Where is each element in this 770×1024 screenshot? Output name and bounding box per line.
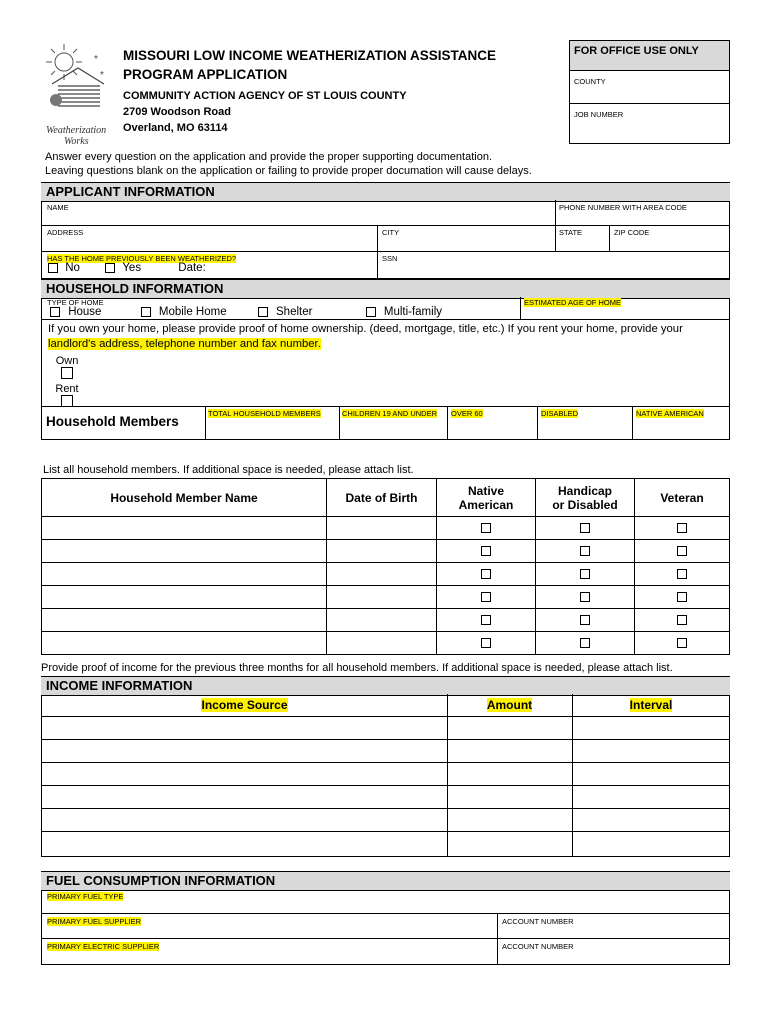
fuel-account-field[interactable]: ACCOUNT NUMBER: [502, 917, 574, 926]
total-members-field[interactable]: TOTAL HOUSEHOLD MEMBERS: [208, 409, 321, 418]
house-checkbox[interactable]: [50, 307, 60, 317]
table-row: [42, 632, 730, 655]
job-number-field[interactable]: JOB NUMBER: [574, 110, 624, 119]
handicap-checkbox[interactable]: [580, 592, 590, 602]
veteran-checkbox[interactable]: [677, 638, 687, 648]
yes-label: Yes: [122, 262, 142, 274]
rent-option: [53, 383, 81, 407]
title-line-2: PROGRAM APPLICATION: [123, 67, 288, 82]
estimated-age-field[interactable]: ESTIMATED AGE OF HOME: [524, 298, 621, 307]
shelter-label: Shelter: [276, 306, 313, 318]
no-label: No: [65, 262, 80, 274]
instructions: [45, 150, 532, 178]
agency-city: Overland, MO 63114: [123, 122, 228, 134]
multi-family-checkbox[interactable]: [366, 307, 376, 317]
disabled-field[interactable]: DISABLED: [541, 409, 579, 418]
native-american-field[interactable]: NATIVE AMERICAN: [636, 409, 704, 418]
rent-label: Rent: [55, 383, 79, 395]
ownership-line-1: If you own your home, please provide proof of home ownership. (deed, mortgage, title, etc.) If you rent your home, provide your: [48, 323, 683, 335]
veteran-checkbox[interactable]: [677, 592, 687, 602]
veteran-checkbox[interactable]: [677, 546, 687, 556]
instruction-line-2: Leaving questions blank on the application or failing to provide proper documation will cause delays.: [45, 165, 532, 177]
home-type-options: [50, 306, 442, 318]
weatherized-question: HAS THE HOME PREVIOUSLY BEEN WEATHERIZED?: [47, 254, 237, 263]
agency-street: 2709 Woodson Road: [123, 106, 231, 118]
members-table: [41, 478, 730, 655]
own-label: Own: [55, 355, 79, 367]
handicap-checkbox[interactable]: [580, 523, 590, 533]
household-header: HOUSEHOLD INFORMATION: [41, 279, 730, 299]
over-60-field[interactable]: OVER 60: [451, 409, 483, 418]
col-handicap: Handicap or Disabled: [536, 479, 635, 517]
fuel-header: FUEL CONSUMPTION INFORMATION: [41, 871, 730, 891]
applicant-header: APPLICANT INFORMATION: [41, 182, 730, 202]
ownership-instructions: [48, 322, 728, 352]
handicap-checkbox[interactable]: [580, 546, 590, 556]
no-checkbox[interactable]: [48, 263, 58, 273]
office-use-box: [569, 40, 730, 144]
native-checkbox[interactable]: [481, 638, 491, 648]
household-section: [41, 279, 730, 440]
amount-col: Amount: [486, 698, 533, 712]
agency-block: [123, 88, 407, 136]
native-checkbox[interactable]: [481, 546, 491, 556]
table-row: [42, 609, 730, 632]
city-field[interactable]: CITY: [382, 228, 400, 237]
yes-checkbox[interactable]: [105, 263, 115, 273]
veteran-checkbox[interactable]: [677, 615, 687, 625]
mobile-home-checkbox[interactable]: [141, 307, 151, 317]
name-field[interactable]: NAME: [47, 203, 69, 212]
form-title: [123, 46, 496, 84]
address-field[interactable]: ADDRESS: [47, 228, 84, 237]
title-line-1: MISSOURI LOW INCOME WEATHERIZATION ASSISTANCE: [123, 48, 496, 63]
veteran-checkbox[interactable]: [677, 569, 687, 579]
household-members-label: Household Members: [46, 414, 179, 429]
svg-text:*: *: [100, 70, 104, 81]
handicap-checkbox[interactable]: [580, 638, 590, 648]
handicap-checkbox[interactable]: [580, 569, 590, 579]
svg-text:*: *: [94, 54, 98, 65]
table-row: [42, 563, 730, 586]
native-checkbox[interactable]: [481, 592, 491, 602]
home-type-label: TYPE OF HOME: [47, 298, 104, 307]
fuel-type-field[interactable]: PRIMARY FUEL TYPE: [47, 892, 124, 901]
logo-text-2: Works: [64, 136, 89, 147]
col-veteran: Veteran: [635, 479, 730, 517]
ssn-field[interactable]: SSN: [382, 254, 398, 263]
col-date-of-birth: Date of Birth: [327, 479, 437, 517]
members-note: List all household members. If additional space is needed, please attach list.: [43, 464, 414, 476]
instruction-line-1: Answer every question on the application and provide the proper supporting documentation.: [45, 151, 493, 163]
office-title: FOR OFFICE USE ONLY: [570, 41, 729, 71]
members-table-header: [42, 479, 730, 517]
agency-name: COMMUNITY ACTION AGENCY OF ST LOUIS COUNTY: [123, 90, 407, 102]
native-checkbox[interactable]: [481, 523, 491, 533]
income-note: Provide proof of income for the previous three months for all household members. If additional space is needed, please attach list.: [41, 662, 673, 674]
table-row: [42, 586, 730, 609]
date-label: Date:: [178, 262, 206, 274]
col-member-name: Household Member Name: [42, 479, 327, 517]
income-section: [41, 676, 730, 857]
applicant-section: [41, 182, 730, 279]
children-field[interactable]: CHILDREN 19 AND UNDER: [342, 409, 438, 418]
county-field[interactable]: COUNTY: [570, 71, 729, 104]
multi-family-label: Multi-family: [383, 306, 442, 318]
logo-text-1: Weatherization: [46, 125, 107, 136]
native-checkbox[interactable]: [481, 615, 491, 625]
table-row: [42, 540, 730, 563]
electric-account-field[interactable]: ACCOUNT NUMBER: [502, 942, 574, 951]
house-label: House: [68, 306, 102, 318]
fuel-supplier-field[interactable]: PRIMARY FUEL SUPPLIER: [47, 917, 142, 926]
income-header: INCOME INFORMATION: [41, 676, 730, 696]
interval-col: Interval: [629, 698, 673, 712]
fuel-section: [41, 871, 730, 965]
zip-field[interactable]: ZIP CODE: [614, 228, 650, 237]
col-native-american: Native American: [437, 479, 536, 517]
own-checkbox[interactable]: [61, 367, 73, 379]
own-option: [55, 355, 79, 379]
state-field[interactable]: STATE: [559, 228, 583, 237]
native-checkbox[interactable]: [481, 569, 491, 579]
veteran-checkbox[interactable]: [677, 523, 687, 533]
phone-field[interactable]: PHONE NUMBER WITH AREA CODE: [559, 203, 687, 212]
handicap-checkbox[interactable]: [580, 615, 590, 625]
weatherization-logo: [38, 40, 118, 145]
table-row: [42, 517, 730, 540]
sun-house-icon: [38, 40, 118, 112]
ownership-line-2: landlord's address, telephone number and fax number.: [48, 338, 321, 350]
weatherized-options: [48, 262, 206, 274]
income-source-col: Income Source: [201, 698, 288, 712]
mobile-home-label: Mobile Home: [158, 306, 227, 318]
electric-supplier-field[interactable]: PRIMARY ELECTRIC SUPPLIER: [47, 942, 160, 951]
shelter-checkbox[interactable]: [258, 307, 268, 317]
